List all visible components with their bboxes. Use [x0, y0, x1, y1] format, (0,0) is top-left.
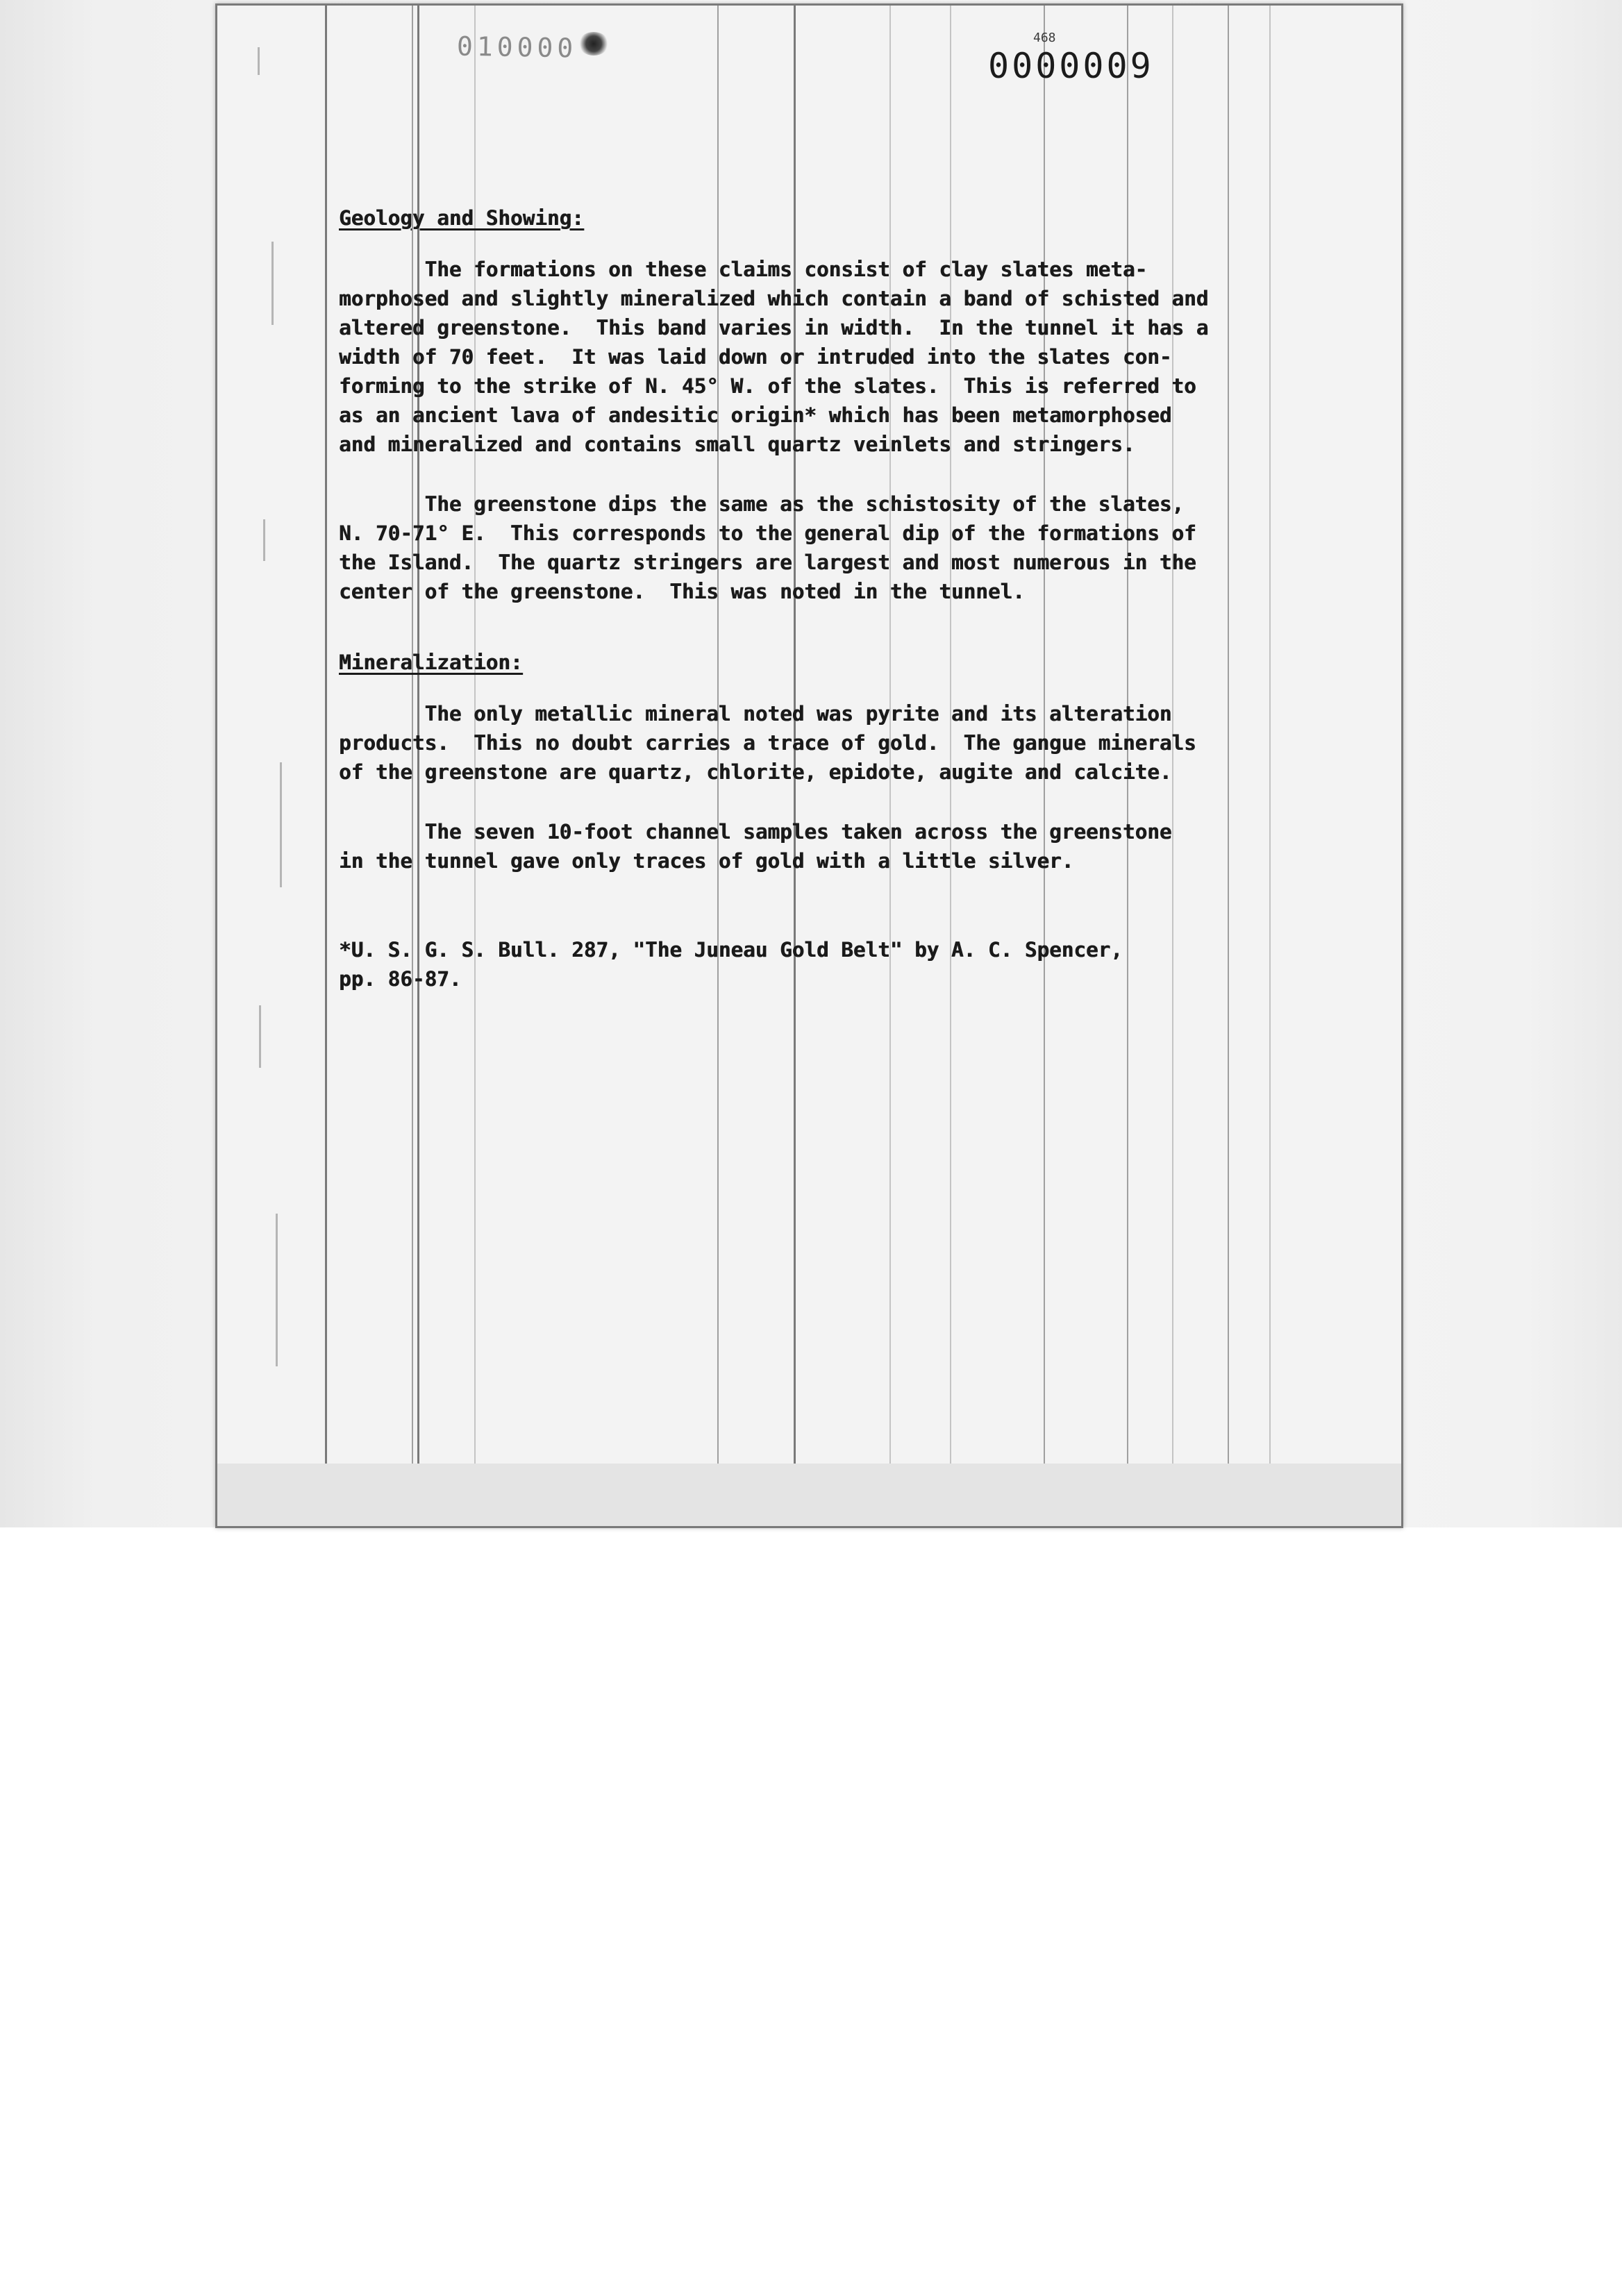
document-body: [339, 203, 1332, 994]
paragraph: [339, 817, 1332, 875]
page-bottom-band: [217, 1464, 1401, 1526]
left-edge-noise: [251, 33, 334, 1422]
text-line: width of 70 feet. It was laid down or intruded into the slates con-: [339, 345, 1172, 369]
text-line: of the greenstone are quartz, chlorite, epidote, augite and calcite.: [339, 760, 1172, 784]
ghost-page-number: 010000: [456, 31, 578, 64]
text-line: the Island. The quartz stringers are largest and most numerous in the: [339, 551, 1196, 574]
section-geology: [339, 203, 1332, 606]
text-line: The seven 10-foot channel samples taken across the greenstone: [339, 820, 1172, 844]
text-line: and mineralized and contains small quartz veinlets and stringers.: [339, 433, 1135, 456]
page-number: 0000009: [988, 46, 1154, 86]
footnote-line: *U. S. G. S. Bull. 287, "The Juneau Gold Belt" by A. C. Spencer,: [339, 938, 1123, 962]
section-heading: Geology and Showing:: [339, 206, 584, 230]
text-line: center of the greenstone. This was noted in the tunnel.: [339, 580, 1025, 603]
text-line: in the tunnel gave only traces of gold with a little silver.: [339, 849, 1074, 873]
paragraph: [339, 489, 1332, 606]
ink-smudge: [578, 32, 609, 56]
page-number-mark: 468: [1033, 31, 1056, 45]
section-mineralization: [339, 648, 1332, 875]
text-line: morphosed and slightly mineralized which contain a band of schisted and: [339, 287, 1209, 310]
footnote: [339, 935, 1332, 994]
text-line: The greenstone dips the same as the schistosity of the slates,: [339, 492, 1185, 516]
text-line: products. This no doubt carries a trace of gold. The gangue minerals: [339, 731, 1196, 755]
text-line: The formations on these claims consist of clay slates meta-: [339, 258, 1148, 281]
footnote-line: pp. 86-87.: [339, 967, 462, 991]
text-line: as an ancient lava of andesitic origin* which has been metamorphosed: [339, 403, 1172, 427]
text-line: altered greenstone. This band varies in width. In the tunnel it has a: [339, 316, 1209, 340]
text-line: forming to the strike of N. 45° W. of the slates. This is referred to: [339, 374, 1196, 398]
paragraph: [339, 255, 1332, 459]
text-line: N. 70-71° E. This corresponds to the general dip of the formations of: [339, 521, 1196, 545]
paragraph: [339, 699, 1332, 787]
section-heading: Mineralization:: [339, 651, 523, 674]
document-page: [215, 3, 1403, 1528]
text-line: The only metallic mineral noted was pyrite and its alteration: [339, 702, 1172, 726]
